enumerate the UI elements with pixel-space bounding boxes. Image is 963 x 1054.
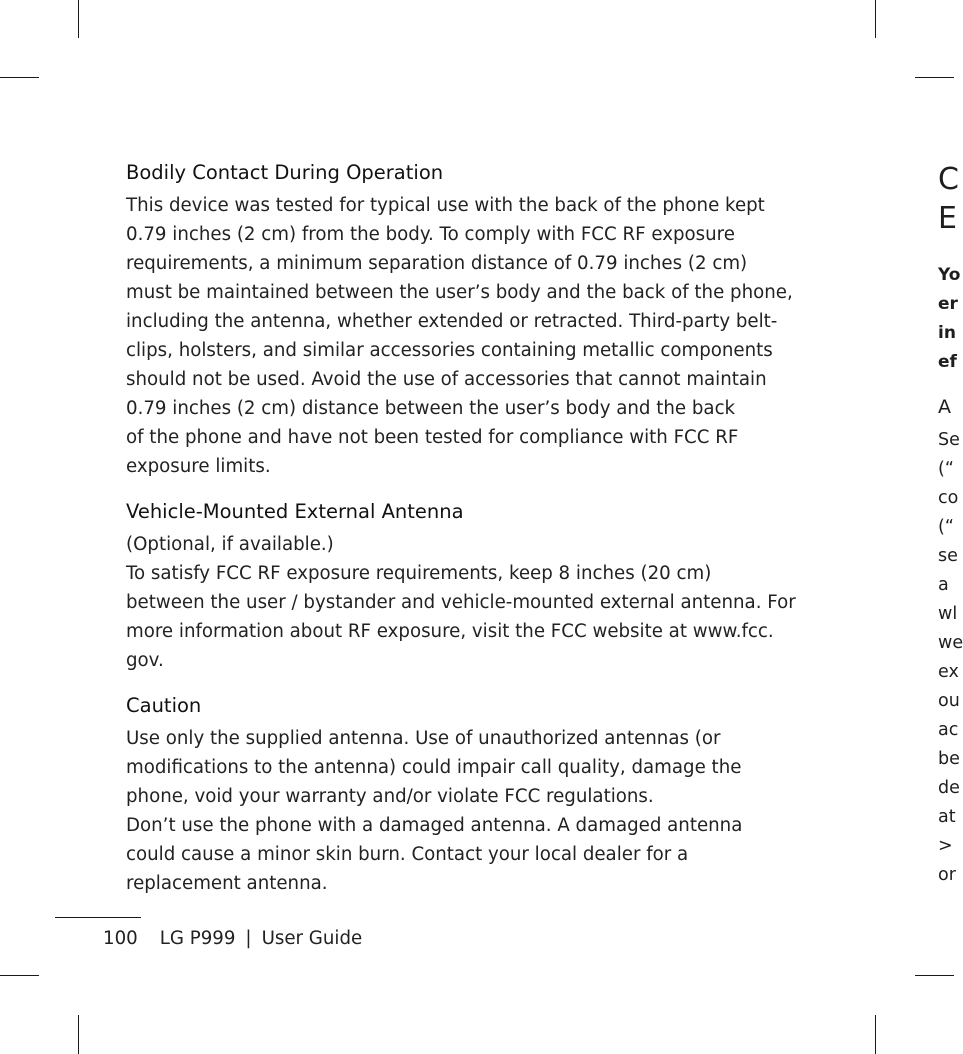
section-bodily-contact — [126, 158, 826, 481]
facing-text-line: ac — [938, 720, 959, 740]
section-body — [126, 530, 826, 675]
crop-mark-bottom-left-vertical — [78, 1015, 79, 1054]
crop-mark-top-left-vertical — [78, 0, 79, 38]
body-line: must be maintained between the user’s body and the back of the phone, — [126, 282, 793, 303]
section-body — [126, 191, 826, 481]
guide-label: User Guide — [261, 928, 363, 949]
facing-subheading: A — [938, 396, 951, 418]
facing-text-line: > — [938, 836, 953, 856]
section-vehicle-antenna — [126, 497, 826, 675]
footer-separator: | — [245, 928, 252, 949]
facing-title-line: C — [938, 162, 959, 197]
body-line: should not be used. Avoid the use of accessories that cannot maintain — [126, 369, 767, 390]
facing-bold-line: Yo — [938, 265, 961, 285]
page-number: 100 — [103, 928, 138, 949]
body-line: replacement antenna. — [126, 873, 328, 894]
section-heading: Vehicle-Mounted External Antenna — [126, 500, 464, 523]
facing-text-line: de — [938, 778, 960, 798]
facing-text-line: (“ — [938, 459, 954, 479]
facing-title-line: E — [938, 201, 957, 236]
body-line: 0.79 inches (2 cm) distance between the user’s body and the back — [126, 398, 736, 419]
body-line: modifications to the antenna) could impair call quality, damage the — [126, 757, 742, 778]
product-name: LG P999 — [159, 928, 236, 949]
facing-bold-line: in — [938, 323, 956, 343]
facing-text-line: or — [938, 865, 956, 885]
body-line: gov. — [126, 650, 164, 671]
facing-bold-line: er — [938, 294, 958, 314]
crop-mark-top-left-horizontal — [0, 77, 39, 78]
body-line: Don’t use the phone with a damaged antenna. A damaged antenna — [126, 815, 743, 836]
body-line: including the antenna, whether extended or retracted. Third-party belt- — [126, 311, 778, 332]
body-line: To satisfy FCC RF exposure requirements, keep 8 inches (20 cm) — [126, 563, 712, 584]
body-line: Use only the supplied antenna. Use of unauthorized antennas (or — [126, 728, 721, 749]
facing-text-line: (“ — [938, 517, 954, 537]
facing-text-line: at — [938, 807, 956, 827]
body-line: exposure limits. — [126, 456, 271, 477]
facing-text-line: ou — [938, 691, 960, 711]
body-line: (Optional, if available.) — [126, 534, 334, 555]
footer-rule — [55, 917, 141, 918]
body-line: between the user / bystander and vehicle-mounted external antenna. For — [126, 592, 796, 613]
facing-text-line: Se — [938, 430, 960, 450]
facing-text-line: wl — [938, 604, 958, 624]
facing-text-line: we — [938, 633, 963, 653]
facing-text-line: be — [938, 749, 960, 769]
crop-mark-bottom-right-vertical — [875, 1015, 876, 1054]
crop-mark-top-right-vertical — [875, 0, 876, 38]
body-line: phone, void your warranty and/or violate FCC regulations. — [126, 786, 654, 807]
body-line: This device was tested for typical use with the back of the phone kept — [126, 195, 765, 216]
section-caution — [126, 691, 826, 898]
facing-text-line: co — [938, 488, 959, 508]
body-line: of the phone and have not been tested for compliance with FCC RF — [126, 427, 739, 448]
body-line: requirements, a minimum separation distance of 0.79 inches (2 cm) — [126, 253, 748, 274]
body-line: could cause a minor skin burn. Contact your local dealer for a — [126, 844, 689, 865]
facing-text-line: se — [938, 546, 958, 566]
section-heading: Bodily Contact During Operation — [126, 161, 444, 184]
facing-text-line: ex — [938, 662, 959, 682]
section-body — [126, 724, 826, 898]
page-footer — [103, 924, 362, 953]
section-heading: Caution — [126, 694, 202, 717]
facing-page-fragment — [938, 0, 963, 1054]
facing-bold-line: ef — [938, 352, 957, 372]
crop-mark-bottom-left-horizontal — [0, 975, 39, 976]
page-content — [126, 158, 826, 898]
facing-text-line: a — [938, 575, 949, 595]
body-line: clips, holsters, and similar accessories containing metallic components — [126, 340, 773, 361]
body-line: more information about RF exposure, visit the FCC website at www.fcc. — [126, 621, 774, 642]
body-line: 0.79 inches (2 cm) from the body. To comply with FCC RF exposure — [126, 224, 735, 245]
